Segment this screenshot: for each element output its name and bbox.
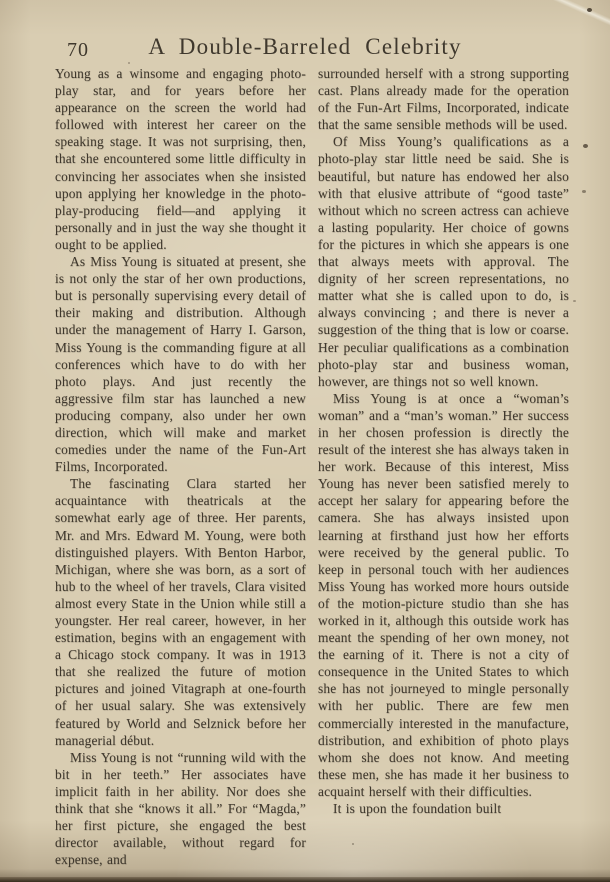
right-column xyxy=(318,65,569,868)
paper-speck xyxy=(128,62,130,64)
paragraph: Young as a winsome and engaging photo-play star, and for years before her appearance on the screen the world had followed with interest her career on the speaking stage. It was not surprising, then, that she encountered some little difficulty in convincing her associates when she insisted upon applying her knowledge in the photo-play-producing field—and applying it personally and in just the way she thought it ought to be applied. xyxy=(55,66,306,252)
paper-scratch xyxy=(553,0,610,37)
paragraph: The fascinating Clara started her acquaintance with theatricals at the somewhat early age of three. Her parents, Mr. and Mrs. Edward M. Young, were both distinguished players. With Benton Harbor, Michigan, where she was born, as a sort of hub to the wheel of her travels, Clara visited almost every State in the Union while still a youngster. Her real career, however, in her estimation, begins with an engagement with a Chicago stock company. It was in 1913 that she realized the future of motion pictures and joined Vitagraph at one-fourth of her usual salary. She was extensively featured by World and Selznick before her managerial début. xyxy=(55,476,306,748)
left-column xyxy=(55,65,306,868)
paper-speck xyxy=(573,300,576,302)
page-title: A Double-Barreled Celebrity xyxy=(148,34,462,59)
text-columns xyxy=(55,65,569,868)
page-number: 70 xyxy=(67,39,89,61)
paper-speck xyxy=(587,8,592,12)
paragraph: As Miss Young is situated at present, she is not only the star of her own productions, but is personally supervising every detail of their making and distribution. Although under the management of Harry I. Garson, Miss Young is the commanding figure at all conferences which have to do with her photo plays. And just recently the aggressive film star has launched a new producing company, also under her own direction, which will make and market comedies under the name of the Fun-Art Films, Incorporated. xyxy=(55,254,306,475)
paper-speck xyxy=(583,144,588,148)
paragraph: It is upon the foundation built xyxy=(333,801,502,817)
paragraph: surrounded herself with a strong supporting cast. Plans already made for the operation of the Fun-Art Films, Incorporated, indicate that the same sensible methods will be used. xyxy=(318,66,569,133)
paragraph: Miss Young is not “running wild with the bit in her teeth.” Her associates have implicit faith in her ability. Nor does she think that she “knows it all.” For “Magda,” her first picture, she engaged the best director available, without regard for expense, and xyxy=(55,749,306,868)
paragraph: Of Miss Young’s qualifications as a photo-play star little need be said. She is beautiful, but nature has endowed her also with that elusive attribute of “good taste” without which no screen actress can achieve a lasting popularity. Her choice of gowns for the pictures in which she appears is one that always meets with approval. The dignity of her screen representations, no matter what she is called upon to do, is always convincing ; and there is never a suggestion of the thing that is low or coarse. Her peculiar qualifications as a combination photo-play star and business woman, however, are things not so well known. xyxy=(318,134,569,389)
paragraph: Miss Young is at once a “woman’s woman” and a “man’s woman.” Her success in her chosen profession is directly the result of the interest she has always taken in her work. Because of this interest, Miss Young has never been satisfied merely to accept her salary for appearing before the camera. She has always insisted upon learning at firsthand just how her efforts were received by the general public. To keep in personal touch with her audiences Miss Young has worked more hours outside of the motion-picture studio than she has worked in it, although this outside work has meant the spending of her own money, not the earning of it. There is not a city of consequence in the United States to which she has not journeyed to mingle personally with her public. There are few men commercially interested in the manufacture, distribution, and exhibition of photo plays whom she does not know. And meeting these men, she has made it her business to acquaint herself with their difficulties. xyxy=(318,390,569,799)
page-bottom-edge-shadow xyxy=(0,877,610,882)
paper-speck xyxy=(582,190,586,193)
